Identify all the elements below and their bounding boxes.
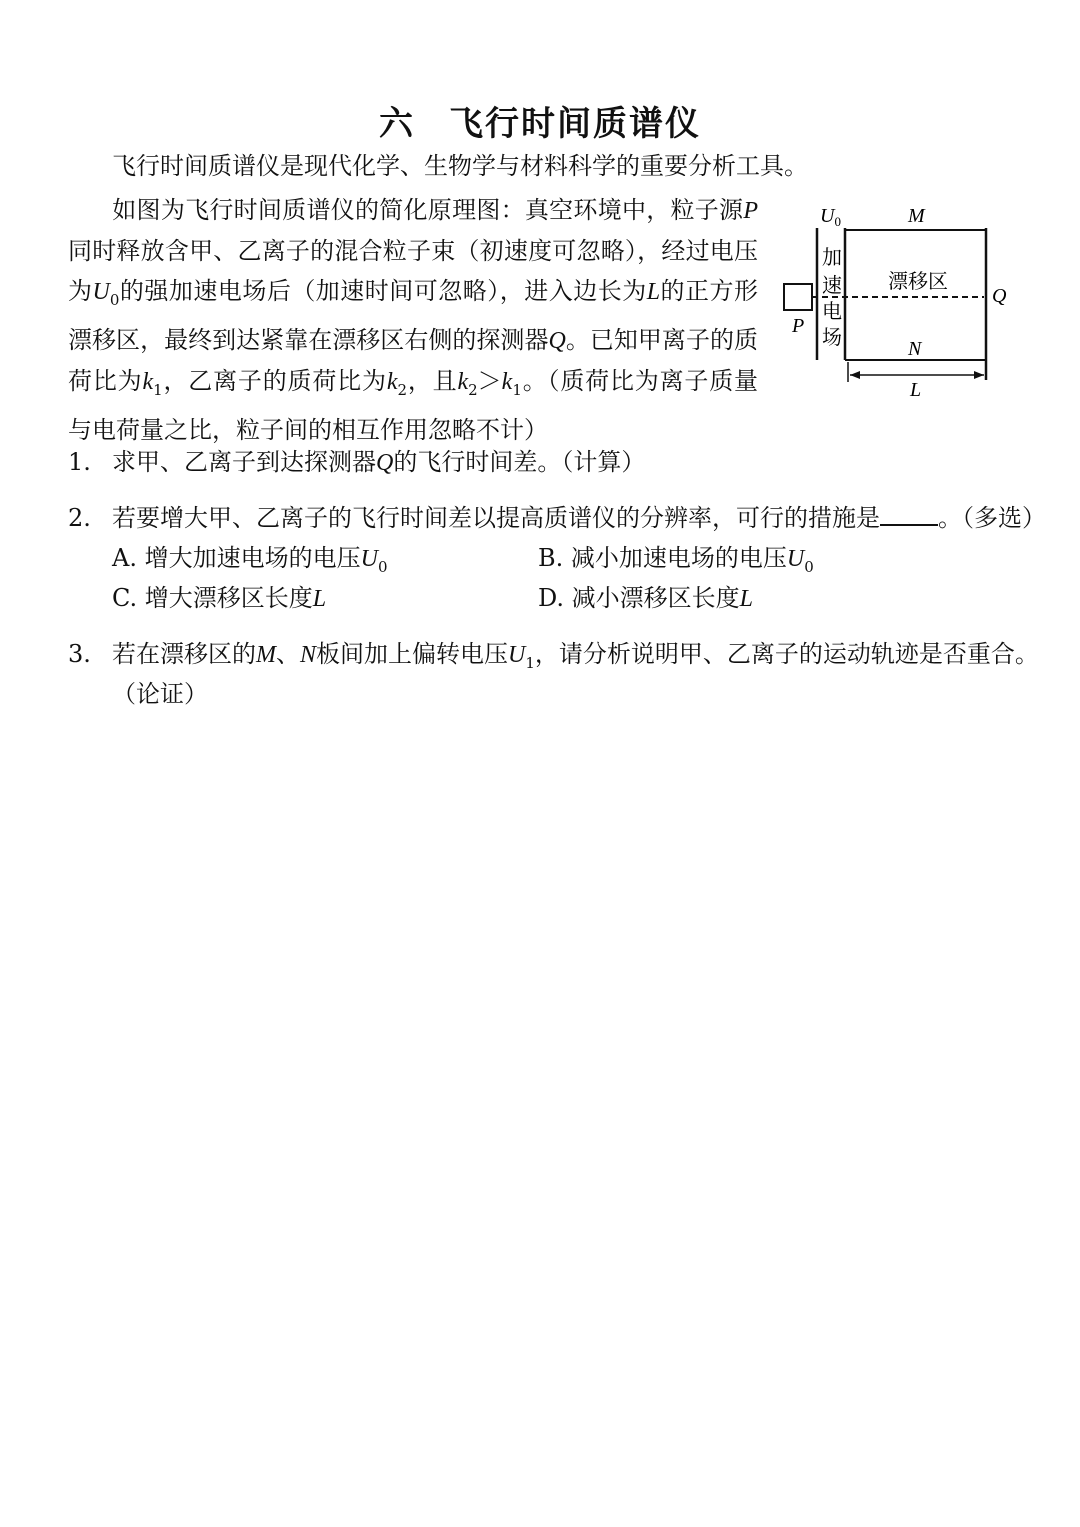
diagram-m-label: M xyxy=(908,205,925,227)
question-1: 1. 求甲、乙离子到达探测器Q的飞行时间差。（计算） xyxy=(68,442,1028,483)
question-number: 2. xyxy=(68,504,91,532)
question-number: 3. xyxy=(68,640,91,668)
particle-source-box xyxy=(784,284,812,310)
question-number: 1. xyxy=(68,448,91,476)
mass-spectrometer-diagram xyxy=(780,200,1020,400)
l-arrow-right xyxy=(974,371,984,379)
description-paragraph: 如图为飞行时间质谱仪的简化原理图：真空环境中，粒子源P同时释放含甲、乙离子的混合粒子束（初速度可忽略），经过电压为$U_0$的强加速电场后（加速时间可忽略），进入边长为L的正方形漂移区，最终到达紧靠在漂移区右侧的探测器Q。已知甲离子的质荷比为$k_1$，乙离子的质荷比为$k_2$，且$k_2>k_1$。（质荷比为离子质量与电荷量之比，粒子间的相互作用忽略不计） xyxy=(68,196,759,444)
answer-blank[interactable] xyxy=(880,500,938,526)
section-title-text: 飞行时间质谱仪 xyxy=(449,104,701,144)
accel-char-4: 场 xyxy=(822,325,842,349)
drift-region-label: 漂移区 xyxy=(888,269,948,293)
question-2: 2. 若要增大甲、乙离子的飞行时间差以提高质谱仪的分辨率，可行的措施是 。（多选） xyxy=(68,498,1048,538)
option-b[interactable]: B. 减小加速电场的电压$U_0$ xyxy=(538,544,814,576)
diagram-l-label: L xyxy=(910,379,922,400)
question-3-tag: （论证） xyxy=(112,680,208,708)
diagram-q-label: Q xyxy=(992,285,1007,307)
option-a[interactable]: A. 增大加速电场的电压$U_0$ xyxy=(112,544,388,576)
diagram-u0-label: $U_0$ xyxy=(820,205,841,229)
l-arrow-left xyxy=(850,371,860,379)
accel-char-2: 速 xyxy=(822,273,842,297)
diagram-n-label: N xyxy=(908,338,922,360)
section-number: 六 xyxy=(379,104,415,144)
accel-char-3: 电 xyxy=(822,299,842,323)
question-3: 3. 若在漂移区的M、N板间加上偏转电压$U_1$，请分析说明甲、乙离子的运动轨迹是否重合。 xyxy=(68,634,1048,683)
section-title xyxy=(0,96,1080,145)
intro-sentence: 飞行时间质谱仪是现代化学、生物学与材料科学的重要分析工具。 xyxy=(112,152,808,180)
diagram-p-label: P xyxy=(792,315,805,337)
accel-char-1: 加 xyxy=(822,245,842,269)
option-c[interactable]: C. 增大漂移区长度L xyxy=(112,584,327,612)
option-d[interactable]: D. 减小漂移区长度L xyxy=(538,584,754,612)
